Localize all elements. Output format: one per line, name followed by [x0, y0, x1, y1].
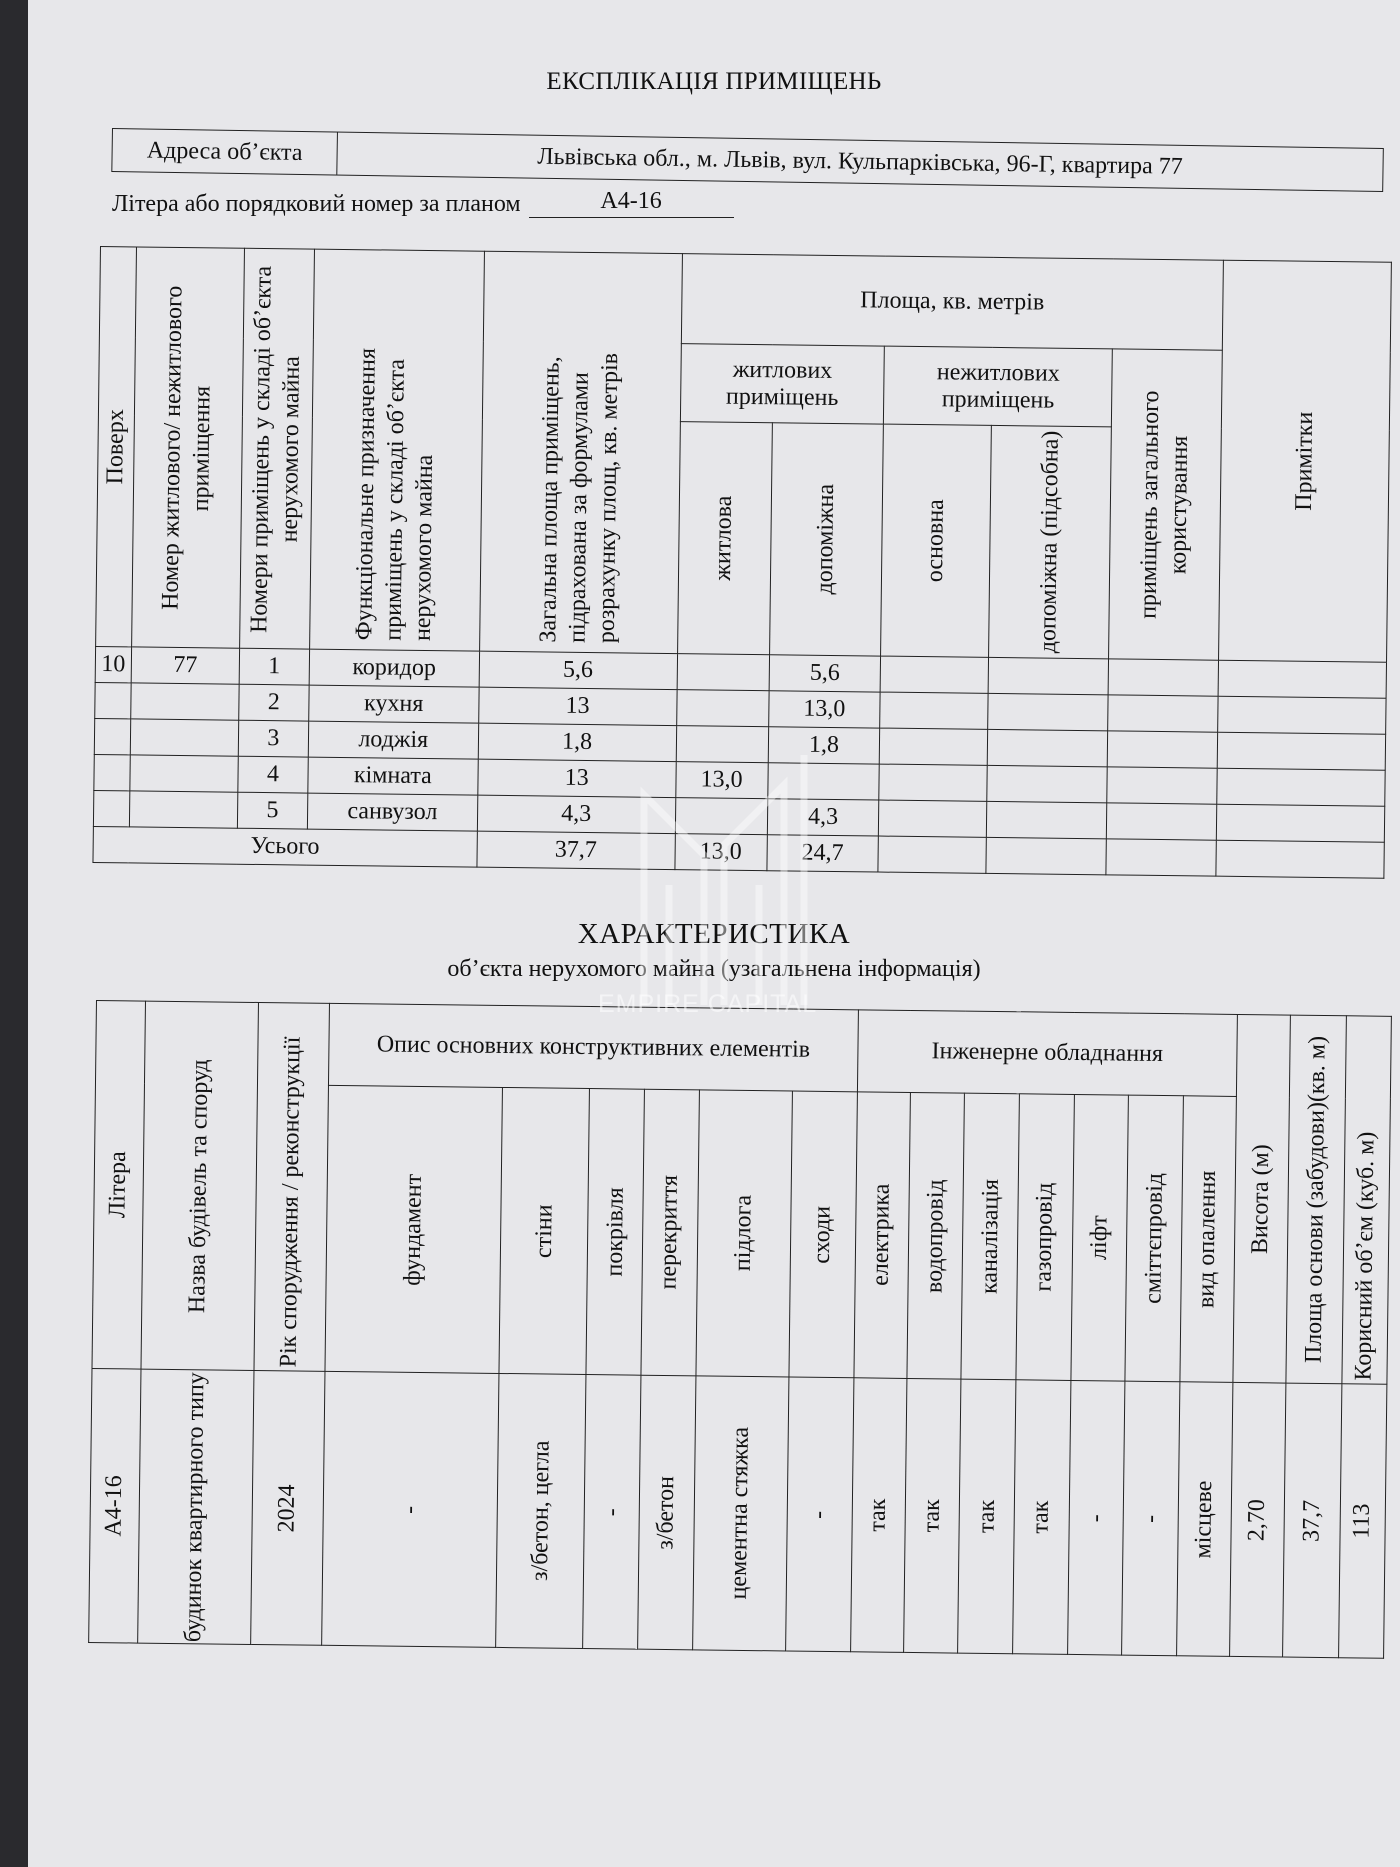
cell-foundation: -	[322, 1371, 500, 1647]
total-aux: 24,7	[766, 835, 878, 872]
cell-room-number: 5	[237, 792, 307, 829]
cell-water: так	[903, 1378, 961, 1653]
cell-roof: -	[583, 1375, 641, 1650]
cell-elevator: -	[1067, 1380, 1125, 1655]
header-sewerage: каналізація	[961, 1093, 1019, 1380]
cell-year: 2024	[251, 1370, 325, 1645]
header-residential-aux: допоміжна	[769, 423, 884, 656]
table-row	[89, 1368, 1387, 1658]
header-roof: покрівля	[586, 1089, 644, 1376]
cell-total-area: 13	[478, 687, 676, 725]
header-total-area: Загальна площа приміщень, підрахована за формулами розрахунку площ, кв. метрів	[479, 251, 682, 653]
header-nonresidential-aux: допоміжна (підсобна)	[989, 425, 1112, 658]
watermark-logo-icon	[634, 735, 854, 1015]
characteristics-subtitle: об’єкта нерухомого майна (узагальнена інформація)	[447, 956, 981, 982]
header-year: Рік спорудження / реконструкції	[254, 1002, 329, 1371]
header-area-group: Площа, кв. метрів	[681, 254, 1224, 351]
header-elevator: ліфт	[1071, 1094, 1129, 1381]
watermark-text: EMPIRE CAPITAL	[598, 990, 818, 1018]
cell-unit	[130, 755, 238, 792]
header-garbage-chute: сміттєпровід	[1125, 1095, 1183, 1382]
cell-living-area	[676, 690, 768, 727]
characteristics-title: ХАРАКТЕРИСТИКА	[577, 918, 851, 950]
cell-room-number: 3	[238, 720, 308, 757]
cell-total-area: 13	[478, 759, 676, 797]
total-area: 37,7	[477, 831, 675, 869]
cell-height: 2,70	[1229, 1382, 1285, 1657]
cell-ceilings: з/бетон	[638, 1375, 696, 1650]
header-building-name: Назва будівель та споруд	[141, 1001, 259, 1370]
cell-floor	[95, 682, 131, 718]
cell-total-area: 4,3	[477, 795, 675, 833]
header-floor-covering: підлога	[696, 1090, 793, 1377]
cell-room-number: 2	[239, 684, 309, 721]
cell-room-name: кімната	[308, 757, 478, 795]
cell-volume: 113	[1339, 1384, 1387, 1659]
total-living: 13,0	[675, 834, 767, 871]
header-heating: вид опалення	[1180, 1096, 1236, 1383]
cell-garbage-chute: -	[1122, 1381, 1180, 1656]
header-structural-group: Опис основних конструктивних елементів	[329, 1003, 859, 1091]
header-base-area: Площа основи (забудови)(кв. м)	[1285, 1015, 1346, 1384]
cell-building-name: будинок квартирного типу	[137, 1369, 254, 1644]
header-water: водопровід	[907, 1092, 965, 1379]
header-liter: Літера	[92, 1001, 145, 1370]
header-stairs: сходи	[789, 1091, 857, 1378]
header-walls: стіни	[499, 1087, 590, 1374]
cell-aux-area: 5,6	[769, 655, 881, 692]
header-electricity: електрика	[854, 1092, 910, 1379]
cell-floor	[94, 754, 130, 790]
cell-room-number: 4	[238, 756, 308, 793]
address-label: Адреса об’єкта	[112, 129, 338, 175]
header-nonresidential-main: основна	[881, 424, 992, 657]
cell-unit	[130, 719, 238, 756]
cell-floor: 10	[95, 646, 131, 682]
cell-stairs: -	[786, 1377, 854, 1652]
liter-label: Літера або порядковий номер за планом	[112, 191, 521, 217]
header-residential-main: житлова	[677, 422, 772, 655]
address-value: Львівська обл., м. Львів, вул. Кульпарківська, 96-Г, квартира 77	[537, 143, 1183, 180]
header-residential: житлових приміщень	[680, 344, 885, 424]
cell-liter: А4-16	[89, 1368, 141, 1643]
header-floor: Поверх	[96, 247, 137, 647]
header-volume: Корисний об’єм (куб. м)	[1342, 1016, 1391, 1385]
cell-floor	[93, 790, 129, 826]
cell-unit: 77	[131, 647, 239, 684]
cell-gas: так	[1013, 1380, 1071, 1655]
cell-electricity: так	[851, 1378, 907, 1653]
document-sheet	[28, 0, 1400, 1867]
address-row	[111, 128, 1384, 192]
cell-room-name: лоджія	[308, 721, 478, 759]
cell-living-area: 13,0	[675, 762, 767, 799]
cell-room-number: 1	[239, 648, 309, 685]
cell-floor-covering: цементна стяжка	[692, 1376, 789, 1651]
cell-heating: місцеве	[1177, 1382, 1233, 1657]
header-gas: газопровід	[1016, 1094, 1074, 1381]
header-unit-number: Номер житлового/ нежитлового приміщення	[132, 247, 245, 648]
cell-sewerage: так	[958, 1379, 1016, 1654]
cell-room-name: санвузол	[307, 793, 477, 831]
cell-aux-area: 4,3	[767, 799, 879, 836]
cell-total-area: 1,8	[478, 723, 676, 761]
cell-total-area: 5,6	[479, 651, 677, 689]
cell-aux-area: 1,8	[768, 727, 880, 764]
liter-row	[112, 188, 734, 218]
header-notes: Примітки	[1219, 260, 1392, 662]
cell-aux-area: 13,0	[768, 691, 880, 728]
header-ceilings: перекриття	[641, 1089, 699, 1376]
cell-walls: з/бетон, цегла	[496, 1373, 586, 1648]
total-label: Усього	[93, 826, 477, 867]
header-foundation: фундамент	[325, 1085, 503, 1373]
cell-room-name: кухня	[309, 685, 479, 723]
header-function: Функціональне призначення приміщень у складі об’єкта нерухомого майна	[309, 249, 484, 651]
cell-room-name: коридор	[309, 649, 479, 687]
header-room-numbers: Номери приміщень у складі об’єкта нерухомого майна	[240, 248, 315, 649]
explication-title: ЕКСПЛІКАЦІЯ ПРИМІЩЕНЬ	[546, 68, 882, 95]
header-height: Висота (м)	[1233, 1014, 1290, 1383]
header-engineering-group: Інженерне обладнання	[857, 1010, 1237, 1097]
cell-unit	[129, 791, 237, 828]
cell-base-area: 37,7	[1282, 1383, 1342, 1658]
cell-living-area	[677, 654, 769, 691]
characteristics-table	[88, 1000, 1392, 1659]
cell-unit	[131, 683, 239, 720]
header-common-use: приміщень загального користування	[1109, 349, 1223, 660]
header-nonresidential: нежитлових приміщень	[884, 346, 1113, 427]
cell-floor	[94, 718, 130, 754]
liter-value: А4-16	[529, 188, 734, 218]
